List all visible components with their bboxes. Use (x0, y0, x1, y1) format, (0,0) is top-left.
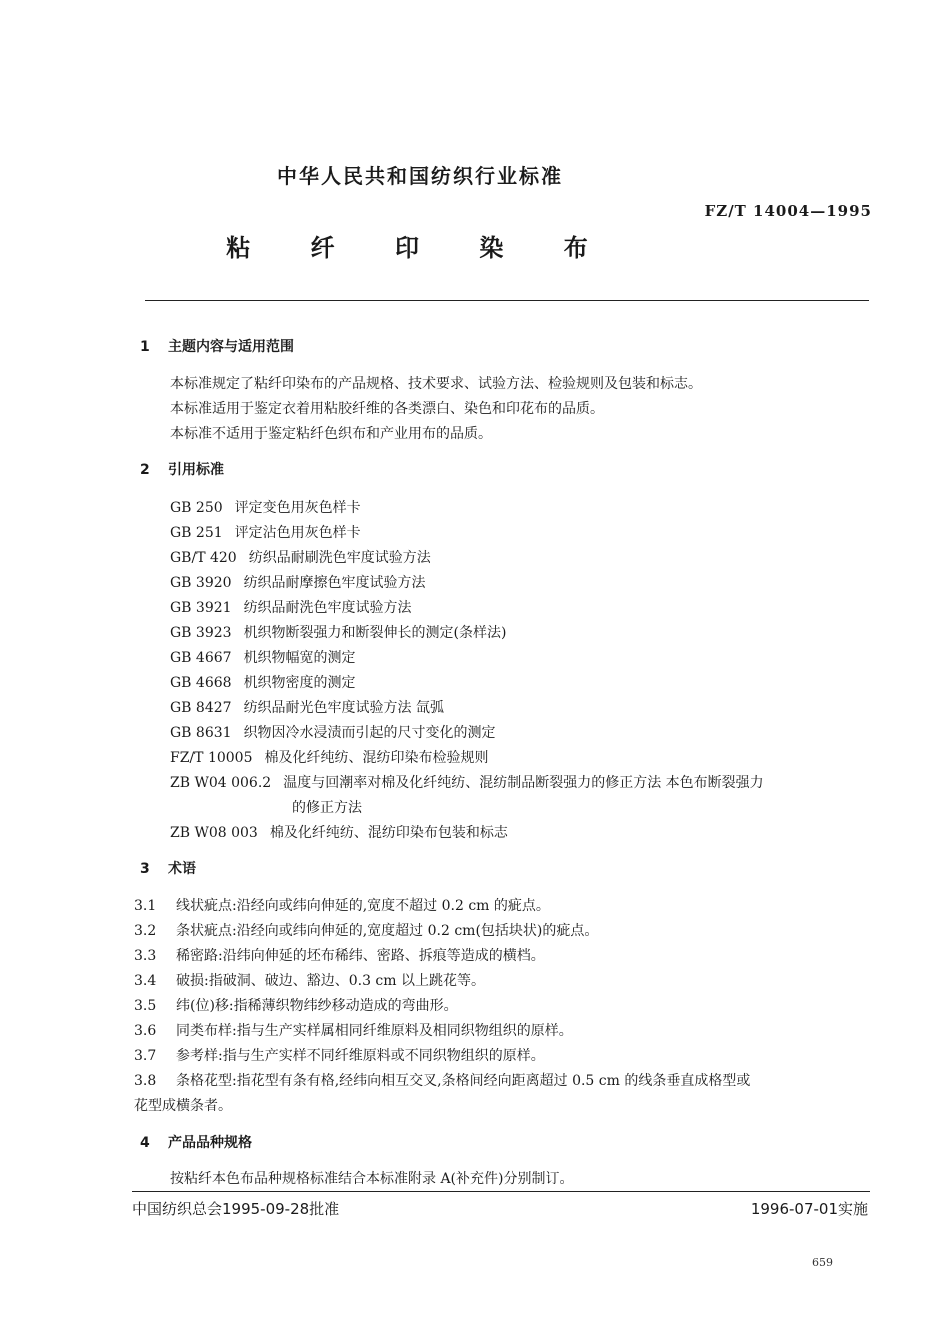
reference-item (170, 697, 444, 717)
section-title: 产品品种规格 (168, 1135, 252, 1151)
reference-title: 机织物幅宽的测定 (243, 650, 356, 666)
footer-divider (132, 1191, 870, 1192)
term-number: 3.4 (134, 973, 157, 989)
reference-title: 温度与回潮率对棉及化纤纯纺、混纺制品断裂强力的修正方法 本色布断裂强力 (283, 775, 764, 791)
term-item (134, 895, 550, 915)
reference-title: 纺织品耐摩擦色牢度试验方法 (243, 575, 426, 591)
reference-title: 棉及化纤纯纺、混纺印染布包装和标志 (269, 825, 508, 841)
term-item (134, 995, 458, 1015)
reference-item (170, 722, 496, 742)
reference-item (170, 672, 356, 692)
reference-item (170, 547, 431, 567)
reference-item (170, 522, 361, 542)
reference-title: 评定变色用灰色样卡 (234, 500, 361, 516)
reference-item (170, 497, 361, 517)
reference-title: 评定沾色用灰色样卡 (234, 525, 361, 541)
reference-title: 织物因冷水浸渍而引起的尺寸变化的测定 (243, 725, 496, 741)
reference-continuation: 的修正方法 (292, 800, 362, 816)
reference-code: ZB W04 006.2 (170, 775, 272, 791)
section-number: 3 (140, 861, 150, 877)
term-text: 同类布样:指与生产实样属相同纤维原料及相同织物组织的原样。 (176, 1023, 573, 1039)
reference-code: GB 251 (170, 525, 223, 541)
reference-title: 机织物断裂强力和断裂伸长的测定(条样法) (243, 625, 507, 641)
approval-date: 中国纺织总会1995-09-28批准 (132, 1200, 340, 1218)
reference-item (170, 647, 356, 667)
reference-code: GB 3923 (170, 625, 232, 641)
term-text: 参考样:指与生产实样不同纤维原料或不同织物组织的原样。 (176, 1048, 545, 1064)
header-divider (145, 300, 869, 301)
reference-code: GB 3921 (170, 600, 232, 616)
reference-item (170, 597, 412, 617)
term-number: 3.5 (134, 998, 157, 1014)
section-title: 主题内容与适用范围 (168, 339, 294, 355)
reference-title: 纺织品耐洗色牢度试验方法 (243, 600, 412, 616)
reference-item (170, 747, 488, 767)
term-number: 3.3 (134, 948, 157, 964)
reference-title: 机织物密度的测定 (243, 675, 356, 691)
reference-item (170, 772, 764, 792)
paragraph: 本标准适用于鉴定衣着用粘胶纤维的各类漂白、染色和印花布的品质。 (170, 401, 604, 417)
section-number: 4 (140, 1135, 150, 1151)
reference-code: GB 3920 (170, 575, 232, 591)
term-item (134, 945, 545, 965)
term-number: 3.8 (134, 1073, 157, 1089)
reference-code: GB 8427 (170, 700, 232, 716)
reference-title: 棉及化纤纯纺、混纺印染布检验规则 (264, 750, 489, 766)
term-item (134, 1045, 545, 1065)
term-text: 线状疵点:沿经向或纬向伸延的,宽度不超过 0.2 cm 的疵点。 (176, 898, 550, 914)
reference-title: 纺织品耐刷洗色牢度试验方法 (248, 550, 431, 566)
term-text: 破损:指破洞、破边、豁边、0.3 cm 以上跳花等。 (176, 973, 485, 989)
section-1-heading (140, 336, 294, 356)
section-title: 引用标准 (168, 462, 224, 478)
term-text: 纬(位)移:指稀薄织物纬纱移动造成的弯曲形。 (176, 998, 458, 1014)
term-number: 3.2 (134, 923, 157, 939)
reference-title: 纺织品耐光色牢度试验方法 氙弧 (243, 700, 445, 716)
section-3-heading (140, 858, 196, 878)
page-number: 659 (812, 1256, 833, 1269)
term-item (134, 1020, 573, 1040)
reference-item (170, 572, 426, 592)
reference-code: GB 250 (170, 500, 223, 516)
term-number: 3.1 (134, 898, 157, 914)
paragraph: 本标准不适用于鉴定粘纤色织布和产业用布的品质。 (170, 426, 492, 442)
reference-item (170, 822, 508, 842)
reference-item (170, 622, 507, 642)
reference-code: GB/T 420 (170, 550, 237, 566)
section-4-heading (140, 1132, 252, 1152)
reference-code: ZB W08 003 (170, 825, 258, 841)
implementation-date: 1996-07-01实施 (750, 1200, 868, 1218)
term-continuation: 花型成横条者。 (134, 1098, 232, 1114)
term-text: 稀密路:沿纬向伸延的坯布稀纬、密路、拆痕等造成的横档。 (176, 948, 545, 964)
term-text: 条格花型:指花型有条有格,经纬向相互交叉,条格间经向距离超过 0.5 cm 的线条垂直成格型或 (176, 1073, 751, 1089)
term-item (134, 920, 598, 940)
issuing-organization: 中华人民共和国纺织行业标准 (277, 164, 563, 188)
document-title: 粘 纤 印 染 布 (226, 234, 614, 262)
term-number: 3.6 (134, 1023, 157, 1039)
term-item (134, 970, 485, 990)
reference-code: FZ/T 10005 (170, 750, 253, 766)
paragraph: 按粘纤本色布品种规格标准结合本标准附录 A(补充件)分别制订。 (170, 1171, 574, 1187)
term-item (134, 1070, 750, 1090)
reference-code: GB 4667 (170, 650, 232, 666)
section-number: 1 (140, 339, 150, 355)
reference-code: GB 4668 (170, 675, 232, 691)
reference-code: GB 8631 (170, 725, 232, 741)
paragraph: 本标准规定了粘纤印染布的产品规格、技术要求、试验方法、检验规则及包装和标志。 (170, 376, 702, 392)
standard-code: FZ/T 14004—1995 (704, 202, 872, 220)
term-text: 条状疵点:沿经向或纬向伸延的,宽度超过 0.2 cm(包括块状)的疵点。 (176, 923, 599, 939)
section-title: 术语 (168, 861, 196, 877)
section-2-heading (140, 459, 224, 479)
term-number: 3.7 (134, 1048, 157, 1064)
section-number: 2 (140, 462, 150, 478)
